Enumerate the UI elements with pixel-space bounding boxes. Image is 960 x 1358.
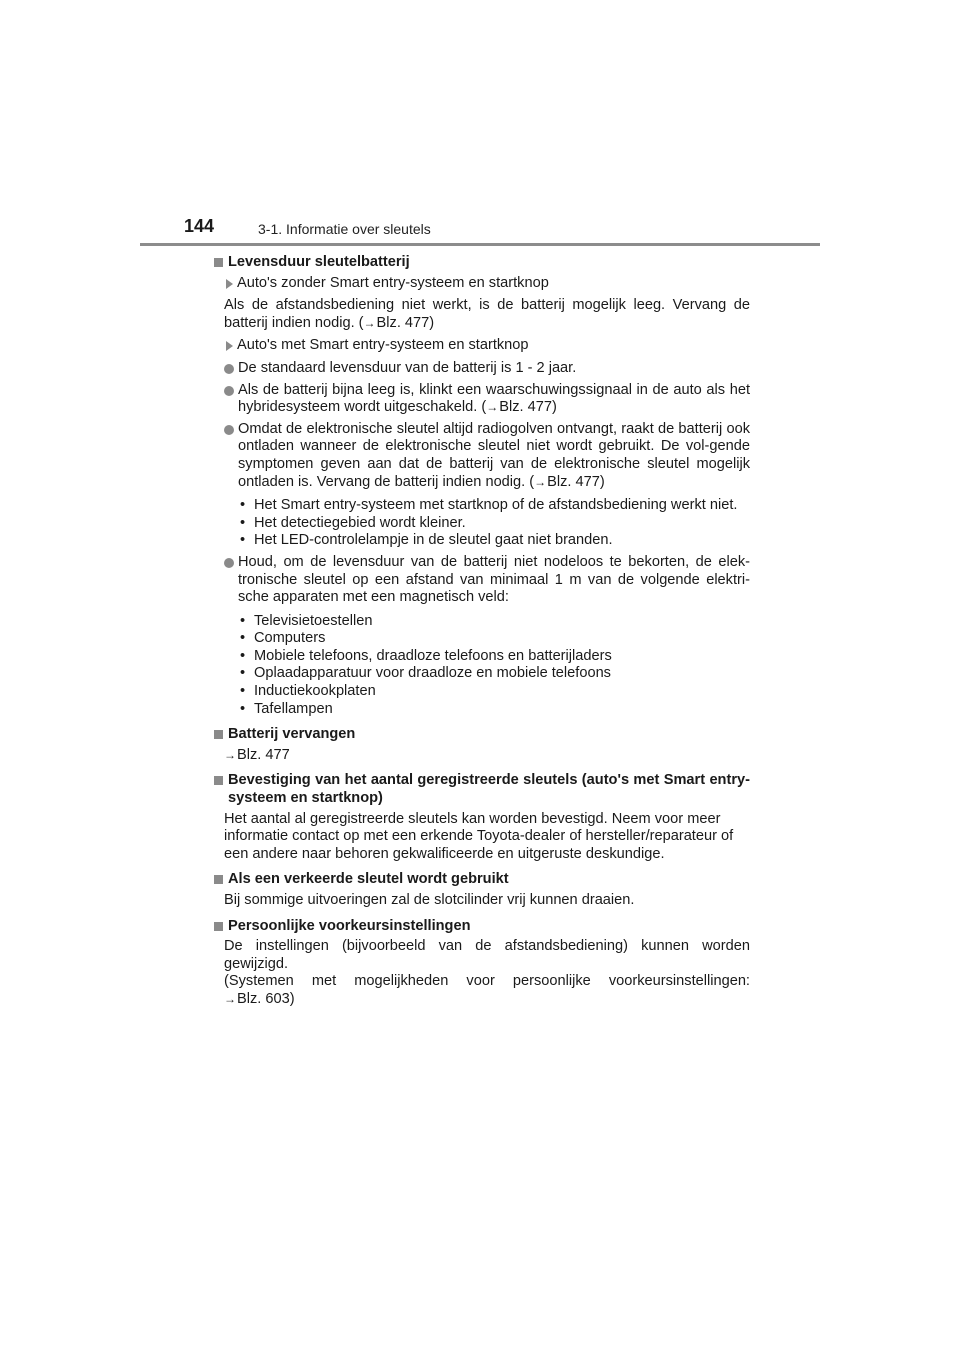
page-reference[interactable]: Blz. 477 <box>237 746 290 763</box>
paragraph: De instellingen (bijvoorbeeld van de afstandsbediening) kunnen worden gewijzigd. <box>224 938 750 972</box>
paragraph: Als de afstandsbediening niet werkt, is de batterij mogelijk leeg. Vervang de batterij indien nodig. (→Blz. 477) <box>224 297 750 331</box>
section-wrong-key <box>210 871 750 909</box>
sub-item: • Tafellampen <box>240 700 333 717</box>
section-heading: Bevestiging van het aantal geregistreerde sleutels (auto's met Smart entry-systeem en startknop) <box>228 772 750 807</box>
header-rule <box>140 243 820 246</box>
arrow-icon: → <box>363 315 376 330</box>
square-bullet-icon <box>214 730 223 739</box>
arrow-icon: → <box>486 400 499 415</box>
sub-item: • Computers <box>240 630 326 647</box>
square-bullet-icon <box>214 776 223 785</box>
condition-line: Auto's zonder Smart entry-systeem en startknop <box>224 275 750 293</box>
page-reference[interactable]: Blz. 477) <box>499 399 557 416</box>
sub-item: • Oplaadapparatuur voor draadloze en mobiele telefoons <box>240 665 611 682</box>
list-item: Als de batterij bijna leeg is, klinkt een waarschuwingssignaal in de auto als het hybridesysteem wordt uitgeschakeld. (→Blz. 477) <box>224 382 750 417</box>
arrow-icon: → <box>224 991 236 1006</box>
square-bullet-icon <box>214 258 223 267</box>
section-battery-replace <box>210 726 750 764</box>
section-confirm-keys <box>210 772 750 863</box>
square-bullet-icon <box>214 875 223 884</box>
symptom-list <box>240 497 750 550</box>
triangle-marker-icon <box>226 341 233 351</box>
sub-item: • Mobiele telefoons, draadloze telefoons en batterijladers <box>240 647 612 664</box>
section-heading: Als een verkeerde sleutel wordt gebruikt <box>228 871 509 888</box>
paragraph: (Systemen met mogelijkheden voor persoonlijke voorkeursinstellingen: <box>224 973 750 990</box>
section-battery-life <box>210 254 750 718</box>
list-item: De standaard levensduur van de batterij is 1 - 2 jaar. <box>224 360 750 378</box>
list-item: Houd, om de levensduur van de batterij niet nodeloos te bekorten, de elek-tronische sleutel op een afstand van minimaal 1 m van de volgende elektri-sche apparaten met een magnetisch veld: <box>224 554 750 607</box>
circle-bullet-icon <box>224 425 234 435</box>
section-heading: Persoonlijke voorkeursinstellingen <box>228 917 471 934</box>
page-reference[interactable]: Blz. 603) <box>237 990 295 1007</box>
circle-bullet-icon <box>224 386 234 396</box>
sub-item: • Inductiekookplaten <box>240 683 376 700</box>
page-content <box>210 254 750 1017</box>
circle-bullet-icon <box>224 364 234 374</box>
square-bullet-icon <box>214 922 223 931</box>
page-reference[interactable]: Blz. 477) <box>547 473 605 490</box>
arrow-icon: → <box>534 474 547 489</box>
device-list <box>240 613 750 719</box>
page-number: 144 <box>184 216 215 236</box>
sub-item: • Het Smart entry-systeem met startknop of de afstandsbediening werkt niet. <box>240 497 738 514</box>
list-item: Omdat de elektronische sleutel altijd radiogolven ontvangt, raakt de batterij ook ontladen wanneer de elektronische sleutel niet wordt gebruikt. De vol-gende symptomen geven aan dat de batterij van de elektronische sleutel mogelijk ontladen is. Vervang de batterij indien nodig. (→Blz. 477) <box>224 421 750 491</box>
sub-item: • Het detectiegebied wordt kleiner. <box>240 514 466 531</box>
sub-item: • Televisietoestellen <box>240 612 373 629</box>
paragraph: Het aantal al geregistreerde sleutels kan worden bevestigd. Neem voor meer informatie contact op met een erkende Toyota-dealer of hersteller/reparateur of een andere naar behoren gekwalificeerde en uitgeruste deskundige. <box>224 810 734 862</box>
page-reference[interactable]: Blz. 477) <box>376 314 435 331</box>
section-personal-settings <box>210 918 750 1009</box>
condition-line: Auto's met Smart entry-systeem en startknop <box>224 337 750 355</box>
section-heading: Batterij vervangen <box>228 726 356 743</box>
arrow-icon: → <box>224 747 236 762</box>
paragraph: Bij sommige uitvoeringen zal de slotcilinder vrij kunnen draaien. <box>224 892 635 908</box>
triangle-marker-icon <box>226 279 233 289</box>
section-title: 3-1. Informatie over sleutels <box>258 221 431 237</box>
section-heading: Levensduur sleutelbatterij <box>228 254 410 270</box>
sub-item: • Het LED-controlelampje in de sleutel gaat niet branden. <box>240 532 613 549</box>
circle-bullet-icon <box>224 558 234 568</box>
